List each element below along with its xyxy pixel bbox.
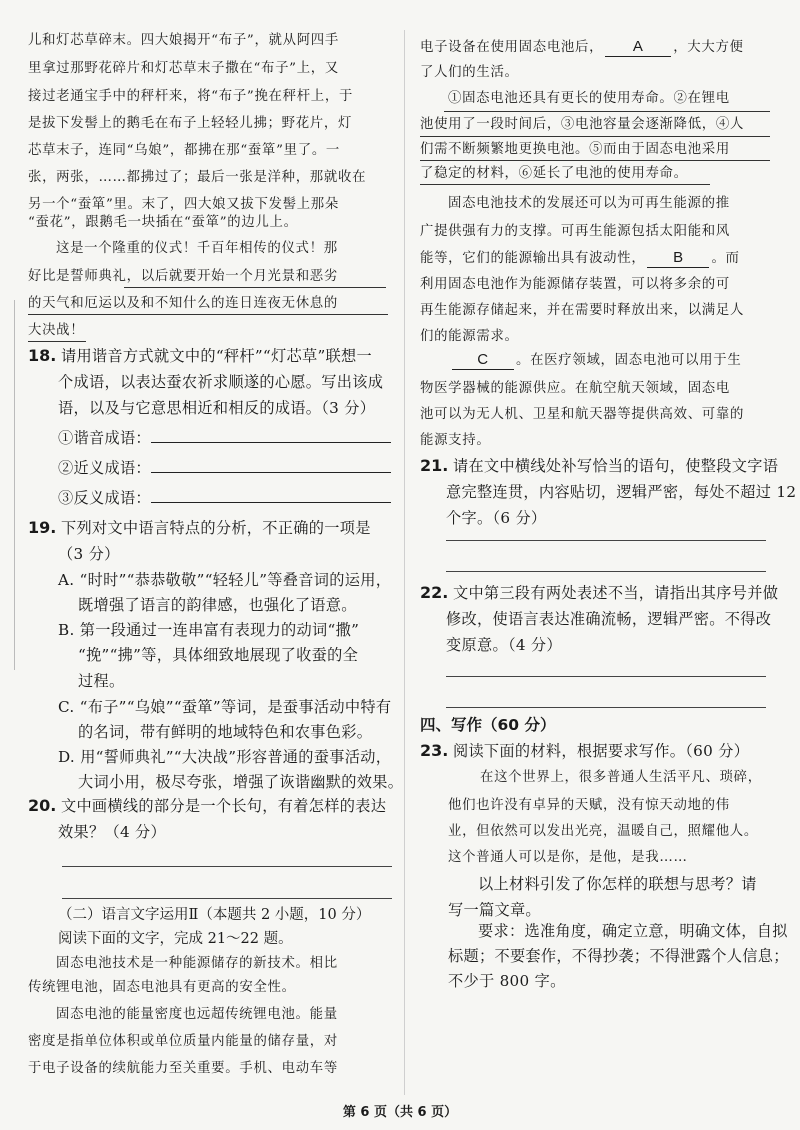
answer-row-antonym	[58, 487, 391, 509]
option-b-line: “挽”“拂”等，具体细致地展现了收蚕的全	[78, 646, 359, 664]
passage-line: 于电子设备的续航能力至关重要。手机、电动车等	[28, 1061, 338, 1076]
underline-mark	[28, 341, 86, 342]
material-line: 在这个世界上，很多普通人生活平凡、琐碎，	[480, 770, 762, 785]
passage-line: 们的能源需求。	[420, 329, 519, 344]
passage-line: 物医学器械的能源供应。在航空航天领域，固态电	[420, 381, 730, 396]
blank-a[interactable]: A	[605, 38, 671, 57]
underline-mark	[420, 184, 710, 185]
section-title-writing: 四、写作（60 分）	[420, 716, 556, 734]
question-stem: 请在文中横线处补写恰当的语句，使整段文字语	[452, 457, 779, 475]
passage-line: 能源支持。	[420, 433, 491, 448]
answer-line[interactable]	[62, 898, 392, 899]
passage-line	[420, 37, 744, 59]
question-19	[28, 517, 371, 540]
question-stem-line: 变原意。（4 分）	[446, 636, 562, 654]
question-stem-line: 个成语，以表达蚕农祈求顺遂的心愿。写出该成	[58, 373, 384, 391]
answer-line[interactable]	[446, 540, 766, 541]
option-b-line: 过程。	[78, 672, 125, 690]
passage-line: 芯草末子，连同“乌娘”，都拂在那“蚕箪”里了。一	[28, 143, 340, 158]
passage-line: 们需不断频繁地更换电池。⑤而由于固态电池采用	[420, 142, 730, 157]
material-line: 这个普通人可以是你，是他，是我……	[448, 850, 688, 865]
material-line: 业，但依然可以发出光亮，温暖自己，照耀他人。	[448, 824, 758, 839]
passage-line: 再生能源存储起来，并在需要时释放出来，以满足人	[420, 303, 745, 318]
answer-blank[interactable]	[151, 488, 391, 503]
blank-c[interactable]: C	[452, 351, 514, 370]
section-intro: 阅读下面的文字，完成 21～22 题。	[58, 931, 293, 947]
answer-label: ③反义成语：	[58, 489, 151, 507]
question-stem: 文中画横线的部分是一个长句，有着怎样的表达	[60, 797, 387, 815]
passage-line: 好比是誓师典礼，以后就要开始一个月光景和恶劣	[28, 269, 338, 284]
option-b: B. 第一段通过一连串富有表现力的动词“撒”	[58, 621, 360, 639]
page-footer: 第 6 页（共 6 页）	[342, 1105, 458, 1120]
passage-line: 池使用了一段时间后，③电池容量会逐渐降低，④人	[420, 117, 745, 132]
passage-line	[450, 350, 741, 372]
question-23	[420, 740, 749, 763]
option-d: D. 用“誓师典礼”“大决战”形容普通的蚕事活动，	[58, 748, 392, 766]
passage-text: 。在医疗领域，固态电池可以用于生	[516, 353, 742, 368]
question-number: 19.	[28, 518, 57, 537]
passage-text: ，大大方便	[673, 40, 744, 55]
passage-line	[420, 248, 740, 270]
question-stem: 请用谐音方式就文中的“秤杆”“灯芯草”联想一	[60, 347, 372, 365]
underline-mark	[124, 287, 386, 288]
writing-requirement: 要求：选准角度，确定立意，明确文体，自拟	[478, 922, 788, 940]
question-stem-line: 语，以及与它意思相近和相反的成语。（3 分）	[58, 399, 376, 417]
underline-mark	[28, 314, 388, 315]
passage-line: ①固态电池还具有更长的使用寿命。②在锂电	[448, 91, 730, 106]
question-22	[420, 582, 778, 605]
passage-line: 大决战！	[28, 323, 85, 338]
passage-line: 这是一个隆重的仪式！千百年相传的仪式！那	[56, 241, 338, 256]
passage-line: 儿和灯芯草碎末。四大娘揭开“布子”，就从阿四手	[28, 33, 339, 48]
question-stem-line: 个字。（6 分）	[446, 509, 547, 527]
answer-line[interactable]	[446, 571, 766, 572]
passage-line: 张，两张，……都拂过了；最后一张是洋种，那就收在	[28, 170, 367, 185]
passage-text: 能等，它们的能源输出具有波动性，	[420, 251, 646, 266]
question-stem: 下列对文中语言特点的分析，不正确的一项是	[60, 519, 371, 537]
question-stem: 阅读下面的材料，根据要求写作。（60 分）	[452, 742, 750, 760]
writing-prompt-line: 写一篇文章。	[448, 901, 541, 919]
passage-line: 另一个“蚕箪”里。末了，四大娘又拔下发髻上那朵	[28, 197, 339, 212]
option-a: A. “时时”“恭恭敬敬”“轻轻儿”等叠音词的运用，	[58, 571, 392, 589]
passage-line: 的天气和厄运以及和不知什么的连日连夜无休息的	[28, 296, 338, 311]
passage-line: 接过老通宝手中的秤杆来，将“布子”挽在秤杆上，于	[28, 89, 354, 104]
question-18	[28, 345, 372, 368]
passage-text: 。而	[711, 251, 740, 266]
passage-line: 固态电池技术的发展还可以为可再生能源的推	[448, 196, 730, 211]
underline-mark	[444, 111, 770, 112]
question-number: 18.	[28, 346, 57, 365]
option-a-line: 既增强了语言的韵律感，也强化了语意。	[78, 596, 357, 614]
material-line: 他们也许没有卓异的天赋，没有惊天动地的伟	[448, 798, 730, 813]
answer-blank[interactable]	[151, 458, 391, 473]
option-c: C. “布子”“乌娘”“蚕箪”等词，是蚕事活动中特有	[58, 698, 392, 716]
section-title: （二）语言文字运用Ⅱ（本题共 2 小题，10 分）	[58, 907, 371, 923]
passage-line: 传统锂电池，固态电池具有更高的安全性。	[28, 980, 296, 995]
passage-line: 是拔下发髻上的鹅毛在布子上轻轻儿拂；野花片，灯	[28, 116, 353, 131]
answer-row-homophone	[58, 427, 391, 449]
question-number: 23.	[420, 741, 449, 760]
question-stem: 文中第三段有两处表述不当，请指出其序号并做	[452, 584, 779, 602]
passage-line: 利用固态电池作为能源储存装置，可以将多余的可	[420, 277, 730, 292]
option-d-line: 大词小用，极尽夸张，增强了诙谐幽默的效果。	[78, 773, 404, 791]
passage-line: 池可以为无人机、卫星和航天器等提供高效、可靠的	[420, 407, 745, 422]
answer-line[interactable]	[446, 707, 766, 708]
question-number: 20.	[28, 796, 57, 815]
question-score: （3 分）	[58, 545, 120, 563]
passage-text: 电子设备在使用固态电池后，	[420, 40, 604, 55]
option-c-line: 的名词，带有鲜明的地域特色和农事色彩。	[78, 723, 373, 741]
binding-margin-line	[14, 300, 15, 670]
passage-line: 广提供强有力的支撑。可再生能源包括太阳能和风	[420, 224, 730, 239]
answer-row-synonym	[58, 457, 391, 479]
passage-line: “蚕花”，跟鹅毛一块插在“蚕箪”的边儿上。	[28, 215, 298, 230]
question-21	[420, 455, 778, 478]
question-number: 21.	[420, 456, 449, 475]
passage-line: 密度是指单位体积或单位质量内能量的储存量，对	[28, 1034, 338, 1049]
question-number: 22.	[420, 583, 449, 602]
question-stem-line: 意完整连贯，内容贴切，逻辑严密，每处不超过 12	[446, 483, 797, 501]
passage-line: 里拿过那野花碎片和灯芯草末子撒在“布子”上，又	[28, 61, 339, 76]
writing-requirement-line: 标题；不要套作，不得抄袭；不得泄露个人信息；	[448, 947, 789, 965]
underline-mark	[420, 136, 770, 137]
answer-blank[interactable]	[151, 428, 391, 443]
passage-line: 了人们的生活。	[420, 65, 519, 80]
writing-requirement-line: 不少于 800 字。	[448, 972, 566, 990]
passage-line: 固态电池的能量密度也远超传统锂电池。能量	[56, 1007, 338, 1022]
passage-line: 固态电池技术是一种能源储存的新技术。相比	[56, 956, 338, 971]
column-divider	[404, 30, 405, 1095]
answer-label: ①谐音成语：	[58, 429, 151, 447]
question-stem-line: 效果？（4 分）	[58, 823, 167, 841]
question-stem-line: 修改，使语言表达准确流畅，逻辑严密。不得改	[446, 610, 772, 628]
question-20	[28, 795, 386, 818]
passage-line: 了稳定的材料，⑥延长了电池的使用寿命。	[420, 166, 688, 181]
answer-label: ②近义成语：	[58, 459, 151, 477]
answer-line[interactable]	[62, 866, 392, 867]
underline-mark	[420, 160, 770, 161]
writing-prompt: 以上材料引发了你怎样的联想与思考？请	[478, 875, 757, 893]
blank-b[interactable]: B	[647, 249, 709, 268]
answer-line[interactable]	[446, 676, 766, 677]
